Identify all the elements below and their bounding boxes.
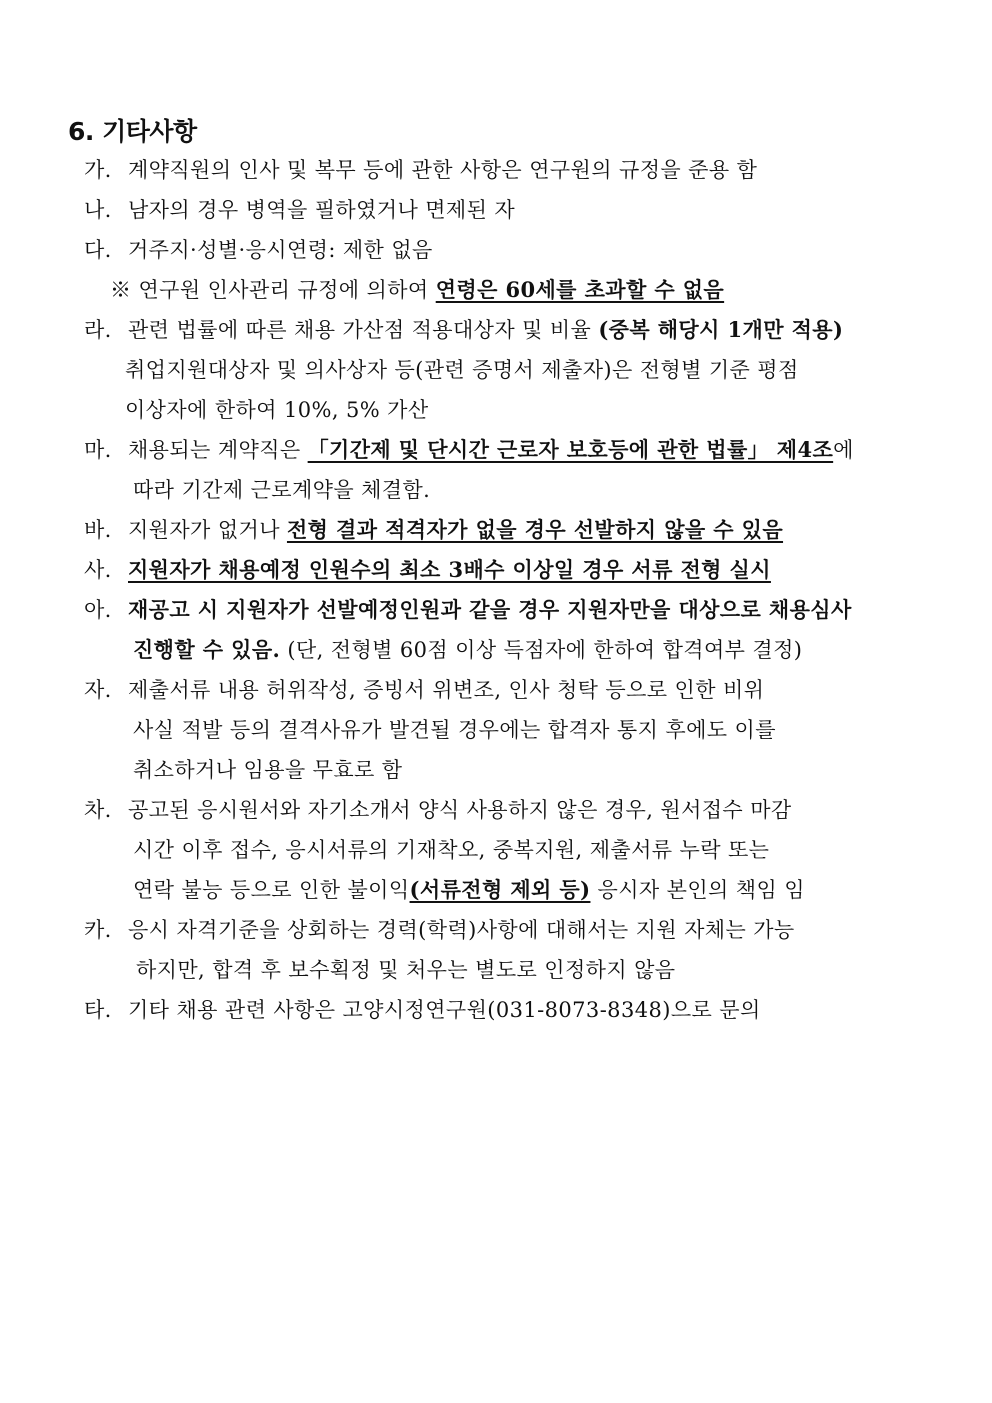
item-emphasis: (중복 해당시 1개만 적용) bbox=[598, 317, 844, 342]
item-cha-cont2 bbox=[133, 875, 805, 905]
item-marker: 바. bbox=[84, 518, 112, 542]
item-a-cont1 bbox=[133, 635, 802, 665]
item-suffix: 에 bbox=[833, 438, 854, 462]
item-a bbox=[84, 595, 852, 625]
item-emphasis: (서류전형 제외 등) bbox=[409, 877, 591, 902]
item-da bbox=[84, 235, 433, 265]
item-emphasis: 진행할 수 있음. bbox=[133, 637, 281, 662]
item-da-note bbox=[110, 275, 724, 305]
item-ja-cont1: 사실 적발 등의 결격사유가 발견될 경우에는 합격자 통지 후에도 이를 bbox=[133, 718, 776, 742]
item-emphasis: 지원자가 채용예정 인원수의 최소 3배수 이상일 경우 서류 전형 실시 bbox=[128, 557, 771, 582]
item-text: 거주지·성별·응시연령: 제한 없음 bbox=[128, 238, 433, 262]
section-title: 6. 기타사항 bbox=[68, 117, 197, 146]
item-marker: 자. bbox=[84, 678, 112, 702]
item-ka bbox=[84, 915, 795, 945]
item-text: 관련 법률에 따른 채용 가산점 적용대상자 및 비율 bbox=[128, 318, 599, 342]
item-ja bbox=[84, 675, 764, 705]
item-marker: 사. bbox=[84, 558, 112, 582]
item-text: 공고된 응시원서와 자기소개서 양식 사용하지 않은 경우, 원서접수 마감 bbox=[128, 798, 792, 822]
item-cha bbox=[84, 795, 792, 825]
item-suffix: 응시자 본인의 책임 임 bbox=[590, 878, 805, 902]
item-ka-cont1: 하지만, 합격 후 보수획정 및 처우는 별도로 인정하지 않음 bbox=[136, 958, 676, 982]
note-emphasis: 연령은 60세를 초과할 수 없음 bbox=[435, 277, 725, 302]
item-emphasis: 「기간제 및 단시간 근로자 보호등에 관한 법률」 제4조 bbox=[307, 437, 834, 462]
item-ra bbox=[84, 315, 843, 345]
item-sa bbox=[84, 555, 771, 585]
item-ma-cont1: 따라 기간제 근로계약을 체결함. bbox=[133, 478, 431, 502]
item-marker: 마. bbox=[84, 438, 112, 462]
item-emphasis: 전형 결과 적격자가 없을 경우 선발하지 않을 수 있음 bbox=[286, 517, 784, 542]
item-marker: 나. bbox=[84, 198, 112, 222]
item-ja-cont2: 취소하거나 임용을 무효로 함 bbox=[133, 758, 403, 782]
item-marker: 카. bbox=[84, 918, 112, 942]
item-text: 연락 불능 등으로 인한 불이익 bbox=[133, 878, 410, 902]
item-ma bbox=[84, 435, 854, 465]
note-text: ※ 연구원 인사관리 규정에 의하여 bbox=[110, 278, 436, 302]
item-marker: 아. bbox=[84, 598, 112, 622]
item-ga bbox=[84, 155, 757, 185]
item-marker: 타. bbox=[84, 998, 112, 1022]
item-text: 응시 자격기준을 상회하는 경력(학력)사항에 대해서는 지원 자체는 가능 bbox=[128, 918, 795, 942]
item-ra-cont1: 취업지원대상자 및 의사상자 등(관련 증명서 제출자)은 전형별 기준 평점 bbox=[125, 358, 799, 382]
item-ba bbox=[84, 515, 783, 545]
item-marker: 라. bbox=[84, 318, 112, 342]
item-cha-cont1: 시간 이후 접수, 응시서류의 기재착오, 중복지원, 제출서류 누락 또는 bbox=[133, 838, 770, 862]
item-ra-cont2: 이상자에 한하여 10%, 5% 가산 bbox=[125, 398, 429, 422]
item-text: 기타 채용 관련 사항은 고양시정연구원(031-8073-8348)으로 문의 bbox=[128, 998, 761, 1022]
item-text: 지원자가 없거나 bbox=[128, 518, 287, 542]
item-emphasis: 재공고 시 지원자가 선발예정인원과 같을 경우 지원자만을 대상으로 채용심사 bbox=[128, 597, 852, 622]
item-marker: 다. bbox=[84, 238, 112, 262]
item-text: 제출서류 내용 허위작성, 증빙서 위변조, 인사 청탁 등으로 인한 비위 bbox=[128, 678, 765, 702]
item-marker: 차. bbox=[84, 798, 112, 822]
item-suffix: (단, 전형별 60점 이상 득점자에 한하여 합격여부 결정) bbox=[280, 638, 803, 662]
item-na bbox=[84, 195, 515, 225]
item-text: 채용되는 계약직은 bbox=[128, 438, 308, 462]
item-marker: 가. bbox=[84, 158, 112, 182]
item-text: 계약직원의 인사 및 복무 등에 관한 사항은 연구원의 규정을 준용 함 bbox=[128, 158, 758, 182]
item-text: 남자의 경우 병역을 필하였거나 면제된 자 bbox=[128, 198, 516, 222]
item-ta bbox=[84, 995, 761, 1025]
